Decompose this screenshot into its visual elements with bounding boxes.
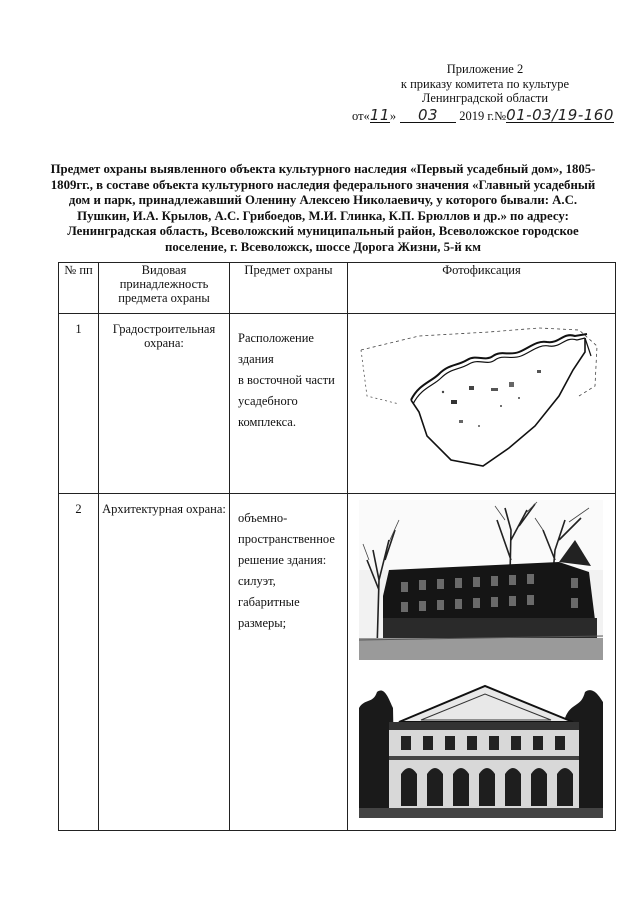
site-plan-map <box>359 326 599 468</box>
subject-line: размеры; <box>238 616 287 630</box>
subject-line: решение здания: <box>238 553 327 567</box>
subject-line: здания <box>238 352 274 366</box>
subject-line: Расположение <box>238 331 314 345</box>
appendix-header <box>350 62 620 123</box>
row-subject <box>230 494 348 831</box>
document-title: Предмет охраны выявленного объекта культурного наследия «Первый усадебный дом», 1805-1809гг., в составе объекта культурного наследия федерального значения «Главный усадебный дом и парк, принадлежавший Оленину Алексею Николаевичу, у которого бывали: А.С. Пушкин, И.А. Крылов, А.С. Грибоедов, М.И. Глинка, К.П. Брюллов и др.» по адресу: Ленинградская область, Всеволожский муниципальный район, Всеволожское городское поселение, г. Всеволожск, шоссе Дорога Жизни, 5-й км <box>50 162 596 254</box>
row-type: Архитектурная охрана: <box>99 494 230 831</box>
appendix-line-1: Приложение 2 <box>446 62 524 76</box>
building-photo-side <box>359 500 603 660</box>
date-mid: » <box>389 108 397 123</box>
header-type: Видовая принадлежность предмета охраны <box>99 263 230 314</box>
subject-line: в восточной части <box>238 373 335 387</box>
table-row <box>59 494 616 831</box>
order-date-line <box>350 105 620 124</box>
building-photo-facade <box>359 678 603 818</box>
date-month: 03 <box>400 108 456 123</box>
order-number: 01-03/19-160 <box>506 105 614 124</box>
header-photo: Фотофиксация <box>348 263 616 314</box>
date-year: 2019 г.№ <box>459 108 507 123</box>
subject-line: силуэт, <box>238 574 276 588</box>
table-header-row <box>59 263 616 314</box>
subject-line: пространственное <box>238 532 335 546</box>
subject-line: усадебного <box>238 394 298 408</box>
row-number: 2 <box>59 494 99 831</box>
header-subject: Предмет охраны <box>230 263 348 314</box>
row-subject <box>230 314 348 494</box>
date-day: 11 <box>369 105 390 124</box>
subject-line: объемно- <box>238 511 288 525</box>
row-type: Градостроительная охрана: <box>99 314 230 494</box>
date-prefix: от« <box>352 108 370 123</box>
appendix-line-2: к приказу комитета по культуре <box>400 76 570 91</box>
subject-line: комплекса. <box>238 415 296 429</box>
table-row <box>59 314 616 494</box>
row-number: 1 <box>59 314 99 494</box>
row-photo <box>348 494 616 831</box>
protection-subject-table <box>58 262 616 831</box>
header-number: № пп <box>59 263 99 314</box>
appendix-line-3: Ленинградской области <box>421 91 549 105</box>
subject-line: габаритные <box>238 595 300 609</box>
row-photo <box>348 314 616 494</box>
